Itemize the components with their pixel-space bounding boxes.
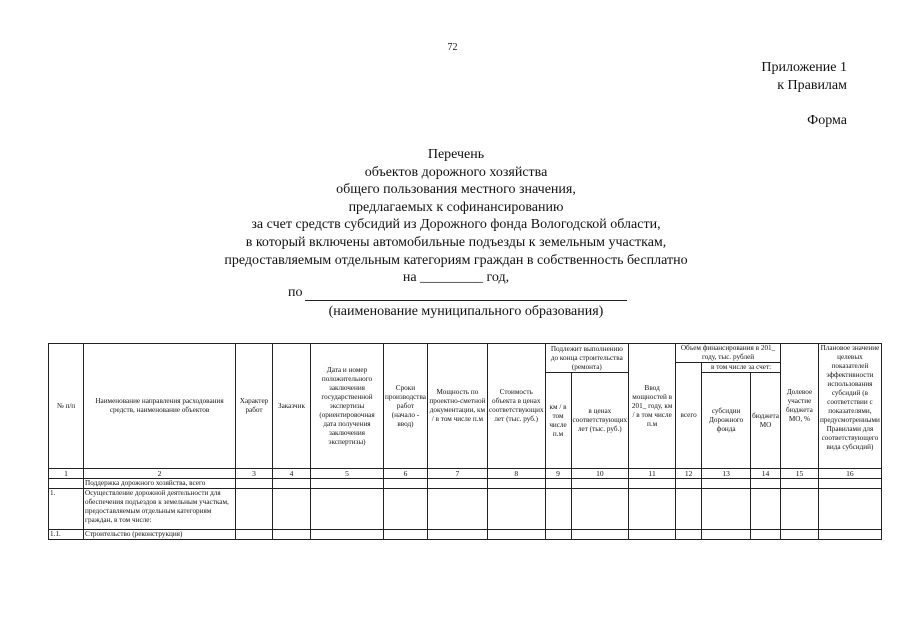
column-number: 2 [84,469,236,479]
column-number: 11 [629,469,676,479]
column-number: 9 [545,469,571,479]
column-number: 1 [49,469,84,479]
title-line: общего пользования местного значения, [336,182,576,198]
municipality-blank-line [305,300,627,301]
header-remaining-cost: в ценах соответствующих лет (тыс. руб.) [571,373,629,469]
title-line: объектов дорожного хозяйства [364,164,548,180]
row-name: Осуществление дорожной деятельности для обеспечения подъездов к земельным участкам, предоставляемым отдельным категориям граждан, в том числе: [84,489,236,530]
header-cost: Стоимость объекта в ценах соответствующих лет (тыс. руб.) [487,344,545,469]
header-fin-budget: бюджета МО [751,373,781,469]
table-row [49,479,882,489]
column-number: 5 [311,469,384,479]
title-line: на _________ год, [402,270,510,286]
title-line: предлагаемых к софинансированию [348,199,564,215]
table-row [49,530,882,540]
header-commissioning: Ввод мощностей в 201_ году, км / в том числе п.м [629,344,676,469]
column-number: 7 [427,469,487,479]
header-terms: Сроки производства работ (начало - ввод) [384,344,428,469]
document-title [0,146,905,287]
objects-table [48,343,882,540]
column-number: 13 [702,469,751,479]
header-capacity: Мощность по проектно-сметной документации, км / в том числе п.м [427,344,487,469]
header-fin-total: всего [676,363,702,469]
row-name: Строительство (реконструкция) [84,530,236,540]
column-number: 16 [818,469,881,479]
column-number: 15 [780,469,818,479]
header-fin-incl: в том числе за счет: [702,363,781,373]
header-work-type: Характер работ [236,344,273,469]
row-name: Поддержка дорожного хозяйства, всего [84,479,236,489]
form-label: Форма [807,113,847,128]
column-number: 8 [487,469,545,479]
column-number: 14 [751,469,781,479]
column-number: 4 [273,469,311,479]
header-expertise: Дата и номер положительного заключения государственной экспертизы (ориентировочная дата получения заключения экспертизы) [311,344,384,469]
column-number: 12 [676,469,702,479]
page-number: 72 [447,42,458,53]
row-num: 1.1. [49,530,84,540]
title-line: Перечень [427,147,485,162]
title-line: за счет средств субсидий из Дорожного фонда Вологодской области, [251,217,661,233]
header-num: № п/п [49,344,84,469]
column-number: 6 [384,469,428,479]
column-number: 10 [571,469,629,479]
title-line: предоставляемым отдельным категориям граждан в собственность бесплатно [224,252,688,268]
header-customer: Заказчик [273,344,311,469]
header-indicators: Плановое значение целевых показателей эффективности использования субсидий (в соответствии с показателями, предусмотренными Правилами для соответствующего вида субсидий) [818,344,881,469]
column-number: 3 [236,469,273,479]
header-fin-subsidy: субсидии Дорожного фонда [702,373,751,469]
po-label: по [288,285,303,300]
header-financing: Объем финансирования в 201_ году, тыс. рублей [676,344,781,363]
appendix-line-2: к Правилам [777,78,847,93]
header-remaining: Подлежит выполнению до конца строительства (ремонта) [545,344,629,373]
header-remaining-km: км / в том числе п.м [545,373,571,469]
appendix-line-1: Приложение 1 [761,60,847,75]
row-num [49,479,84,489]
municipality-caption: (наименование муниципального образования) [328,304,604,319]
row-num: 1. [49,489,84,530]
header-name: Наименование направления расходования средств, наименование объектов [84,344,236,469]
header-share: Долевое участие бюджета МО, % [780,344,818,469]
title-line: в который включены автомобильные подъезды к земельным участкам, [245,234,667,250]
table-row [49,489,882,530]
